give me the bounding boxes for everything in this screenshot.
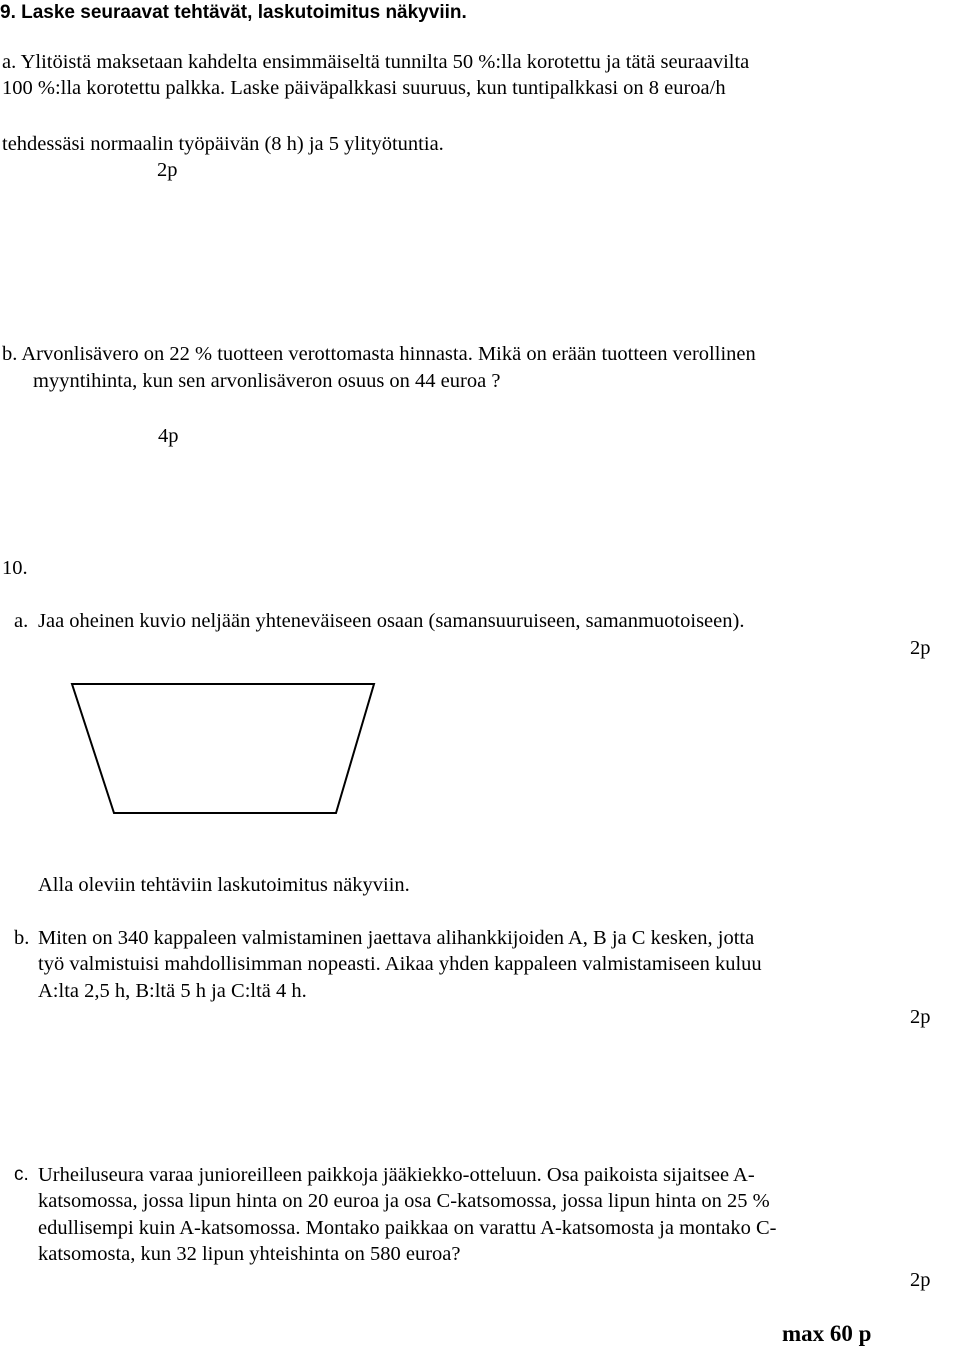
question-9b-points: 4p <box>158 425 179 447</box>
question-10a-label: a. <box>14 610 29 632</box>
question-10b-points: 2p <box>910 1006 931 1028</box>
question-10b-line-2: työ valmistuisi mahdollisimman nopeasti. Aikaa yhden kappaleen valmistamiseen kuluu <box>38 953 762 975</box>
question-9-header: 9. Laske seuraavat tehtävät, laskutoimitus näkyviin. <box>0 2 467 23</box>
question-10-note: Alla oleviin tehtäviin laskutoimitus näkyviin. <box>38 874 410 896</box>
question-9a-points: 2p <box>157 159 178 181</box>
max-points: max 60 p <box>782 1321 872 1346</box>
question-10c-line-3: edullisempi kuin A-katsomossa. Montako paikkaa on varattu A-katsomosta ja montako C- <box>38 1217 777 1239</box>
trapezoid-figure <box>70 676 390 820</box>
question-10c-label: c. <box>14 1164 29 1185</box>
question-10c-line-1: Urheiluseura varaa junioreilleen paikkoja jääkiekko-otteluun. Osa paikoista sijaitsee A- <box>38 1164 755 1186</box>
question-9a-line-3: tehdessäsi normaalin työpäivän (8 h) ja 5 ylityötuntia. <box>2 133 444 155</box>
question-10a-text: Jaa oheinen kuvio neljään yhteneväiseen osaan (samansuuruiseen, samanmuotoiseen). <box>38 610 745 632</box>
question-10c-line-4: katsomosta, kun 32 lipun yhteishinta on 580 euroa? <box>38 1243 461 1265</box>
question-10b-line-3: A:lta 2,5 h, B:ltä 5 h ja C:ltä 4 h. <box>38 980 307 1002</box>
question-10b-line-1: Miten on 340 kappaleen valmistaminen jaettava alihankkijoiden A, B ja C kesken, jotta <box>38 927 755 949</box>
question-9b-line-1: b. Arvonlisävero on 22 % tuotteen verottomasta hinnasta. Mikä on erään tuotteen verollinen <box>2 343 756 365</box>
question-10c-points: 2p <box>910 1269 931 1291</box>
question-9b-line-2: myyntihinta, kun sen arvonlisäveron osuus on 44 euroa ? <box>33 370 501 392</box>
question-10a-points: 2p <box>910 637 931 659</box>
question-9a-line-2: 100 %:lla korotettu palkka. Laske päiväpalkkasi suuruus, kun tuntipalkkasi on 8 euroa/h <box>2 77 726 99</box>
question-9a-line-1: a. Ylitöistä maksetaan kahdelta ensimmäiseltä tunnilta 50 %:lla korotettu ja tätä seuraavilta <box>2 51 750 73</box>
question-10b-label: b. <box>14 927 30 949</box>
question-10c-line-2: katsomossa, jossa lipun hinta on 20 euroa ja osa C-katsomossa, jossa lipun hinta on 25 % <box>38 1190 770 1212</box>
question-10-header: 10. <box>2 557 28 579</box>
